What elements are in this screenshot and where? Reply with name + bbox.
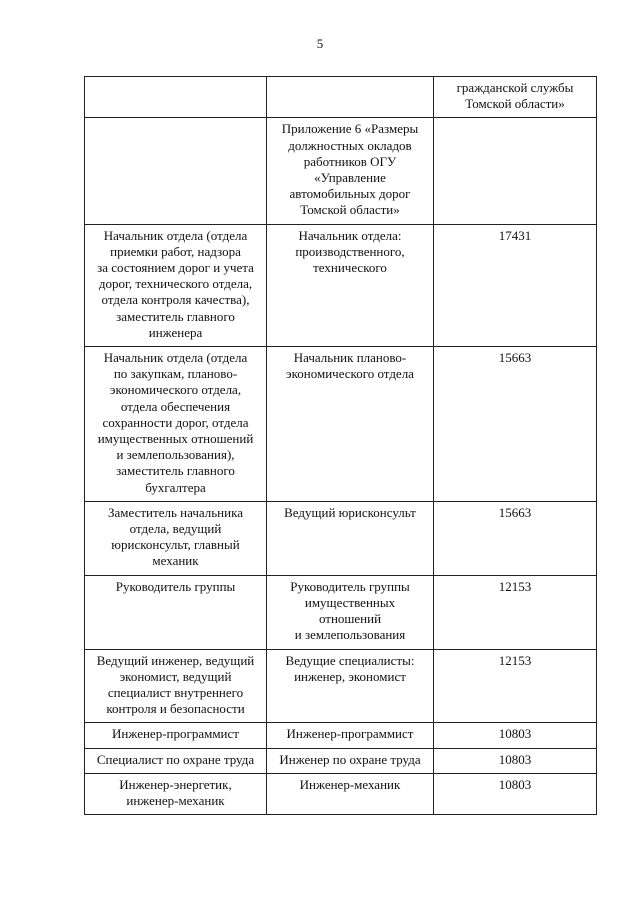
cell-text-line: 10803 [498, 776, 532, 792]
position-cell [85, 501, 267, 575]
table-row [85, 347, 597, 502]
cell-text-line: Начальник отдела (отдела [103, 227, 248, 243]
cell-text-line: 10803 [498, 726, 532, 742]
cell-text-line: работников ОГУ [303, 153, 397, 169]
cell-text-line: Начальник отдела (отдела [103, 350, 248, 366]
cell-text-line: 15663 [498, 504, 532, 520]
salary-cell [434, 77, 597, 118]
cell-text-line: за состоянием дорог и учета [97, 260, 254, 276]
cell-text-line: экономического отдела [286, 366, 414, 382]
cell-text-line: контроля и безопасности [106, 701, 245, 717]
cell-text-line: инженер-механик [126, 792, 225, 808]
cell-text-line: Начальник отдела: [298, 227, 402, 243]
position-cell [85, 224, 267, 346]
cell-text-line: отдела обеспечения [120, 398, 231, 414]
cell-text-line: Ведущий инженер, ведущий [96, 652, 255, 668]
cell-text-line: имущественных отношений [97, 431, 254, 447]
position-cell [85, 748, 267, 773]
salary-table-body [85, 77, 597, 815]
salary-cell [434, 501, 597, 575]
position-cell [85, 773, 267, 814]
cell-text-line: Ведущие специалисты: [285, 652, 415, 668]
cell-text-line: отдела контроля качества), [101, 292, 250, 308]
page-number: 5 [316, 36, 324, 51]
equivalent-position-cell [267, 224, 434, 346]
cell-text-line: инженера [148, 324, 203, 340]
salary-cell [434, 649, 597, 723]
position-cell [85, 77, 267, 118]
cell-text-line: 15663 [498, 350, 532, 366]
cell-text-line: экономист, ведущий [119, 668, 232, 684]
cell-text-line: и землепользования [294, 627, 406, 643]
cell-text-line: гражданской службы [456, 80, 574, 95]
position-cell [85, 649, 267, 723]
cell-text-line: бухгалтера [145, 479, 206, 495]
salary-cell [434, 748, 597, 773]
cell-text-line: Приложение 6 «Размеры [281, 121, 419, 137]
cell-text-line: Ведущий юрисконсульт [284, 504, 416, 520]
salary-cell [434, 118, 597, 224]
salary-table [84, 76, 597, 815]
salary-cell [434, 773, 597, 814]
equivalent-position-cell [267, 748, 434, 773]
salary-cell [434, 347, 597, 502]
cell-text-line: заместитель главного [116, 463, 235, 479]
cell-text-line: автомобильных дорог [289, 186, 411, 202]
cell-text-line: Томской области» [465, 96, 565, 112]
cell-text-line: 12153 [498, 578, 532, 594]
position-cell [85, 347, 267, 502]
table-row [85, 649, 597, 723]
cell-text-line: Начальник планово- [293, 350, 407, 366]
equivalent-position-cell [267, 649, 434, 723]
cell-text-line: 17431 [498, 227, 532, 243]
table-row [85, 575, 597, 649]
equivalent-position-cell [267, 575, 434, 649]
cell-text-line: Инженер по охране труда [279, 751, 421, 767]
cell-text-line: юрисконсульт, главный [111, 537, 240, 553]
cell-text-line: Томской области» [300, 202, 400, 218]
table-row [85, 77, 597, 118]
cell-text-line: должностных окладов [288, 137, 412, 153]
salary-cell [434, 575, 597, 649]
table-row [85, 501, 597, 575]
equivalent-position-cell [267, 347, 434, 502]
table-row [85, 224, 597, 346]
position-cell [85, 118, 267, 224]
equivalent-position-cell [267, 501, 434, 575]
cell-text-line: 12153 [498, 652, 532, 668]
cell-text-line: 10803 [498, 751, 532, 767]
cell-text-line: заместитель главного [116, 308, 235, 324]
cell-text-line: Специалист по охране труда [96, 751, 255, 767]
cell-text-line: Инженер-программист [286, 726, 414, 742]
cell-text-line: Инженер-энергетик, [119, 776, 232, 792]
cell-text-line: дорог, технического отдела, [98, 276, 253, 292]
equivalent-position-cell [267, 773, 434, 814]
cell-text-line: имущественных [304, 594, 396, 610]
cell-text-line: экономического отдела, [109, 382, 242, 398]
cell-text-line: Инженер-программист [112, 726, 239, 742]
equivalent-position-cell [267, 118, 434, 224]
cell-text-line: Руководитель группы [115, 578, 236, 594]
equivalent-position-cell [267, 723, 434, 748]
cell-text-line: отдела, ведущий [129, 521, 222, 537]
cell-text-line: по закупкам, планово- [113, 366, 238, 382]
equivalent-position-cell [267, 77, 434, 118]
cell-text-line: производственного, [295, 243, 405, 259]
table-row [85, 748, 597, 773]
cell-text-line: приемки работ, надзора [110, 243, 241, 259]
cell-text-line: отношений [318, 611, 382, 627]
table-row [85, 773, 597, 814]
table-row [85, 118, 597, 224]
cell-text-line: «Управление [314, 170, 386, 186]
cell-text-line: технического [313, 260, 387, 276]
cell-text-line: Заместитель начальника [108, 504, 243, 520]
position-cell [85, 723, 267, 748]
cell-text-line: специалист внутреннего [107, 684, 244, 700]
cell-text-line: сохранности дорог, отдела [102, 414, 249, 430]
cell-text-line: Инженер-механик [299, 776, 401, 792]
salary-cell [434, 224, 597, 346]
position-cell [85, 575, 267, 649]
salary-cell [434, 723, 597, 748]
cell-text-line: и землепользования), [116, 447, 235, 463]
cell-text-line: механик [152, 553, 199, 569]
table-row [85, 723, 597, 748]
cell-text-line: Руководитель группы [290, 578, 410, 594]
cell-text-line: инженер, экономист [294, 668, 406, 684]
